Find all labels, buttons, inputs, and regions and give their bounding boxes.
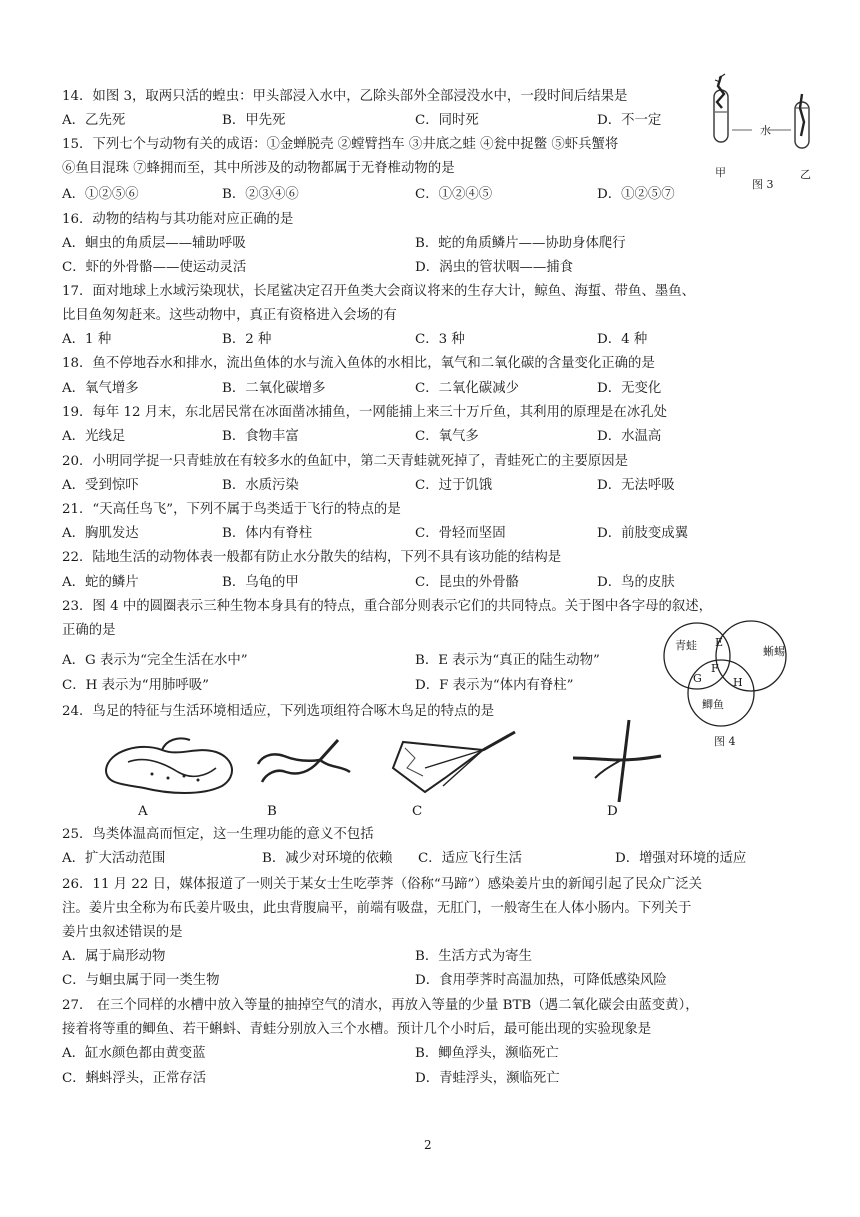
q18-option-c: C．二氧化碳减少 <box>415 381 519 396</box>
q14-option-d: D．不一定 <box>597 113 662 128</box>
q15-option-c: C．①②④⑤ <box>415 187 493 202</box>
q23-stem-line2: 正确的是 <box>62 623 116 638</box>
q26-option-a: A．属于扁形动物 <box>62 949 166 964</box>
q27-stem: 27． 在三个同样的水槽中放入等量的抽掉空气的清水，再放入等量的少量 BTB（遇二氧化碳会由蓝变黄）， <box>62 998 699 1013</box>
bird-foot-c-illustration <box>385 728 520 800</box>
q21-option-c: C．骨轻而坚固 <box>415 526 506 541</box>
q14-stem: 14．如图 3，取两只活的蝗虫：甲头部浸入水中，乙除头部外全部浸没水中，一段时间后结果是 <box>62 89 628 104</box>
q20-option-a: A．受到惊吓 <box>62 478 139 493</box>
q20-option-c: C．过于饥饿 <box>415 478 493 493</box>
q17-option-b: B．2 种 <box>222 332 272 347</box>
q22-option-b: B．乌龟的甲 <box>222 575 299 590</box>
q20-stem: 20．小明同学捉一只青蛙放在有较多水的鱼缸中，第二天青蛙就死掉了，青蛙死亡的主要原因是 <box>62 454 629 469</box>
q15-stem: 15．下列七个与动物有关的成语：①金蝉脱壳 ②螳臂挡车 ③井底之蛙 ④瓮中捉鳖 ⑤虾兵蟹将 <box>62 137 619 152</box>
q19-option-a: A．光线足 <box>62 429 126 444</box>
q23-option-b: B．E 表示为“真正的陆生动物” <box>415 653 600 668</box>
q26-option-d: D．食用荸荠时高温加热，可降低感染风险 <box>415 973 667 988</box>
figure-3-water-label: 水 <box>760 124 771 137</box>
q17-option-c: C．3 种 <box>415 332 465 347</box>
q16-option-d: D．涡虫的管状咽——捕食 <box>415 260 574 275</box>
q14-option-c: C．同时死 <box>415 113 479 128</box>
q27-option-c: C．蝌蚪浮头，正常存活 <box>62 1071 207 1086</box>
venn-letter-g: G <box>693 672 702 685</box>
q27-option-b: B．鲫鱼浮头，濒临死亡 <box>415 1046 559 1061</box>
q19-option-c: C．氧气多 <box>415 429 479 444</box>
q25-option-a: A．扩大活动范围 <box>62 851 166 866</box>
q27-stem-line2: 接着将等重的鲫鱼、若干蝌蚪、青蛙分别放入三个水槽。预计几个小时后，最可能出现的实验现象是 <box>62 1022 652 1037</box>
q25-stem: 25．鸟类体温高而恒定，这一生理功能的意义不包括 <box>62 827 374 842</box>
q25-option-b: B．减少对环境的依赖 <box>262 851 393 866</box>
q21-stem: 21．“天高任鸟飞”，下列不属于鸟类适于飞行的特点的是 <box>62 502 401 517</box>
q22-option-d: D．鸟的皮肤 <box>597 575 675 590</box>
q27-option-d: D．青蛙浮头，濒临死亡 <box>415 1071 560 1086</box>
venn-label-frog: 青蛙 <box>675 639 697 652</box>
q26-stem-line2: 注。姜片虫全称为布氏姜片吸虫，此虫背腹扁平，前端有吸盘，无肛门，一般寄生在人体小肠内。下列关于 <box>62 901 692 916</box>
q14-option-b: B．甲先死 <box>222 113 286 128</box>
venn-letter-e: E <box>715 636 724 649</box>
bird-foot-d-illustration <box>565 718 665 804</box>
q16-stem: 16．动物的结构与其功能对应正确的是 <box>62 212 294 227</box>
q20-option-d: D．无法呼吸 <box>597 478 675 493</box>
page-number: 2 <box>424 1138 432 1152</box>
q22-option-c: C．昆虫的外骨骼 <box>415 575 519 590</box>
venn-label-lizard: 蜥蜴 <box>763 645 785 658</box>
figure-4-caption: 图 4 <box>714 735 736 748</box>
venn-label-crucian-carp: 鲫鱼 <box>702 698 724 711</box>
q17-option-d: D．4 种 <box>597 332 648 347</box>
q16-option-a: A．蛔虫的角质层——辅助呼吸 <box>62 236 246 251</box>
q23-option-a: A．G 表示为“完全生活在水中” <box>62 653 248 668</box>
q15-option-b: B．②③④⑥ <box>222 187 299 202</box>
q15-option-a: A．①②⑤⑥ <box>62 187 139 202</box>
q26-option-b: B．生活方式为寄生 <box>415 949 532 964</box>
q21-option-b: B．体内有脊柱 <box>222 526 313 541</box>
bird-foot-a-illustration <box>98 732 243 804</box>
q14-option-a: A．乙先死 <box>62 113 126 128</box>
q18-option-a: A．氧气增多 <box>62 381 139 396</box>
figure-3-caption: 图 3 <box>752 178 774 191</box>
q18-option-b: B．二氧化碳增多 <box>222 381 326 396</box>
q24-figure-label-d: D <box>607 804 618 819</box>
q17-stem: 17．面对地球上水域污染现状，长尾鲨决定召开鱼类大会商议将来的生存大计，鲸鱼、海蜇、带鱼、墨鱼、 <box>62 284 696 299</box>
q18-stem: 18．鱼不停地吞水和排水，流出鱼体的水与流入鱼体的水相比，氧气和二氧化碳的含量变化正确的是 <box>62 356 655 371</box>
q26-stem: 26．11 月 22 日，媒体报道了一则关于某女士生吃荸荠（俗称“马蹄”）感染姜片虫的新闻引起了民众广泛关 <box>62 877 702 892</box>
q21-option-a: A．胸肌发达 <box>62 526 139 541</box>
q17-option-a: A．1 种 <box>62 332 112 347</box>
q24-figure-label-c: C <box>412 804 423 819</box>
q24-figure-label-a: A <box>138 804 148 819</box>
q25-option-d: D．增强对环境的适应 <box>615 851 747 866</box>
figure-3-label-yi: 乙 <box>800 168 811 181</box>
q16-option-c: C．虾的外骨骼——使运动灵活 <box>62 260 247 275</box>
q22-stem: 22．陆地生活的动物体表一般都有防止水分散失的结构，下列不具有该功能的结构是 <box>62 550 562 565</box>
q25-option-c: C．适应飞行生活 <box>418 851 522 866</box>
q24-figure-label-b: B <box>267 804 277 819</box>
q23-option-d: D．F 表示为“体内有脊柱” <box>415 678 574 693</box>
q19-option-b: B．食物丰富 <box>222 429 299 444</box>
q16-option-b: B．蛇的角质鳞片——协助身体爬行 <box>415 236 626 251</box>
q18-option-d: D．无变化 <box>597 381 662 396</box>
q26-stem-line3: 姜片虫叙述错误的是 <box>62 925 183 940</box>
bird-foot-b-illustration <box>250 738 360 798</box>
q21-option-d: D．前肢变成翼 <box>597 526 689 541</box>
q17-stem-line2: 比目鱼匆匆赶来。这些动物中，真正有资格进入会场的有 <box>62 308 397 323</box>
q23-stem: 23．图 4 中的圆圈表示三种生物本身具有的特点，重合部分则表示它们的共同特点。关于图中各字母的叙述， <box>62 599 713 614</box>
venn-letter-f: F <box>711 662 719 675</box>
q19-option-d: D．水温高 <box>597 429 662 444</box>
q22-option-a: A．蛇的鳞片 <box>62 575 139 590</box>
q24-stem: 24．鸟足的特征与生活环境相适应，下列选项组符合啄木鸟足的特点的是 <box>62 704 495 719</box>
q15-option-d: D．①②⑤⑦ <box>597 187 675 202</box>
q27-option-a: A．缸水颜色都由黄变蓝 <box>62 1046 206 1061</box>
q15-stem-line2: ⑥鱼目混珠 ⑦蜂拥而至，其中所涉及的动物都属于无脊椎动物的是 <box>62 161 455 176</box>
q20-option-b: B．水质污染 <box>222 478 299 493</box>
q19-stem: 19．每年 12 月末，东北居民常在冰面凿冰捕鱼，一网能捕上来三十万斤鱼，其利用的原理是在冰孔处 <box>62 405 667 420</box>
figure-3-label-jia: 甲 <box>715 166 726 179</box>
venn-letter-h: H <box>733 676 743 689</box>
q23-option-c: C．H 表示为“用肺呼吸” <box>62 678 209 693</box>
q26-option-c: C．与蛔虫属于同一类生物 <box>62 973 220 988</box>
